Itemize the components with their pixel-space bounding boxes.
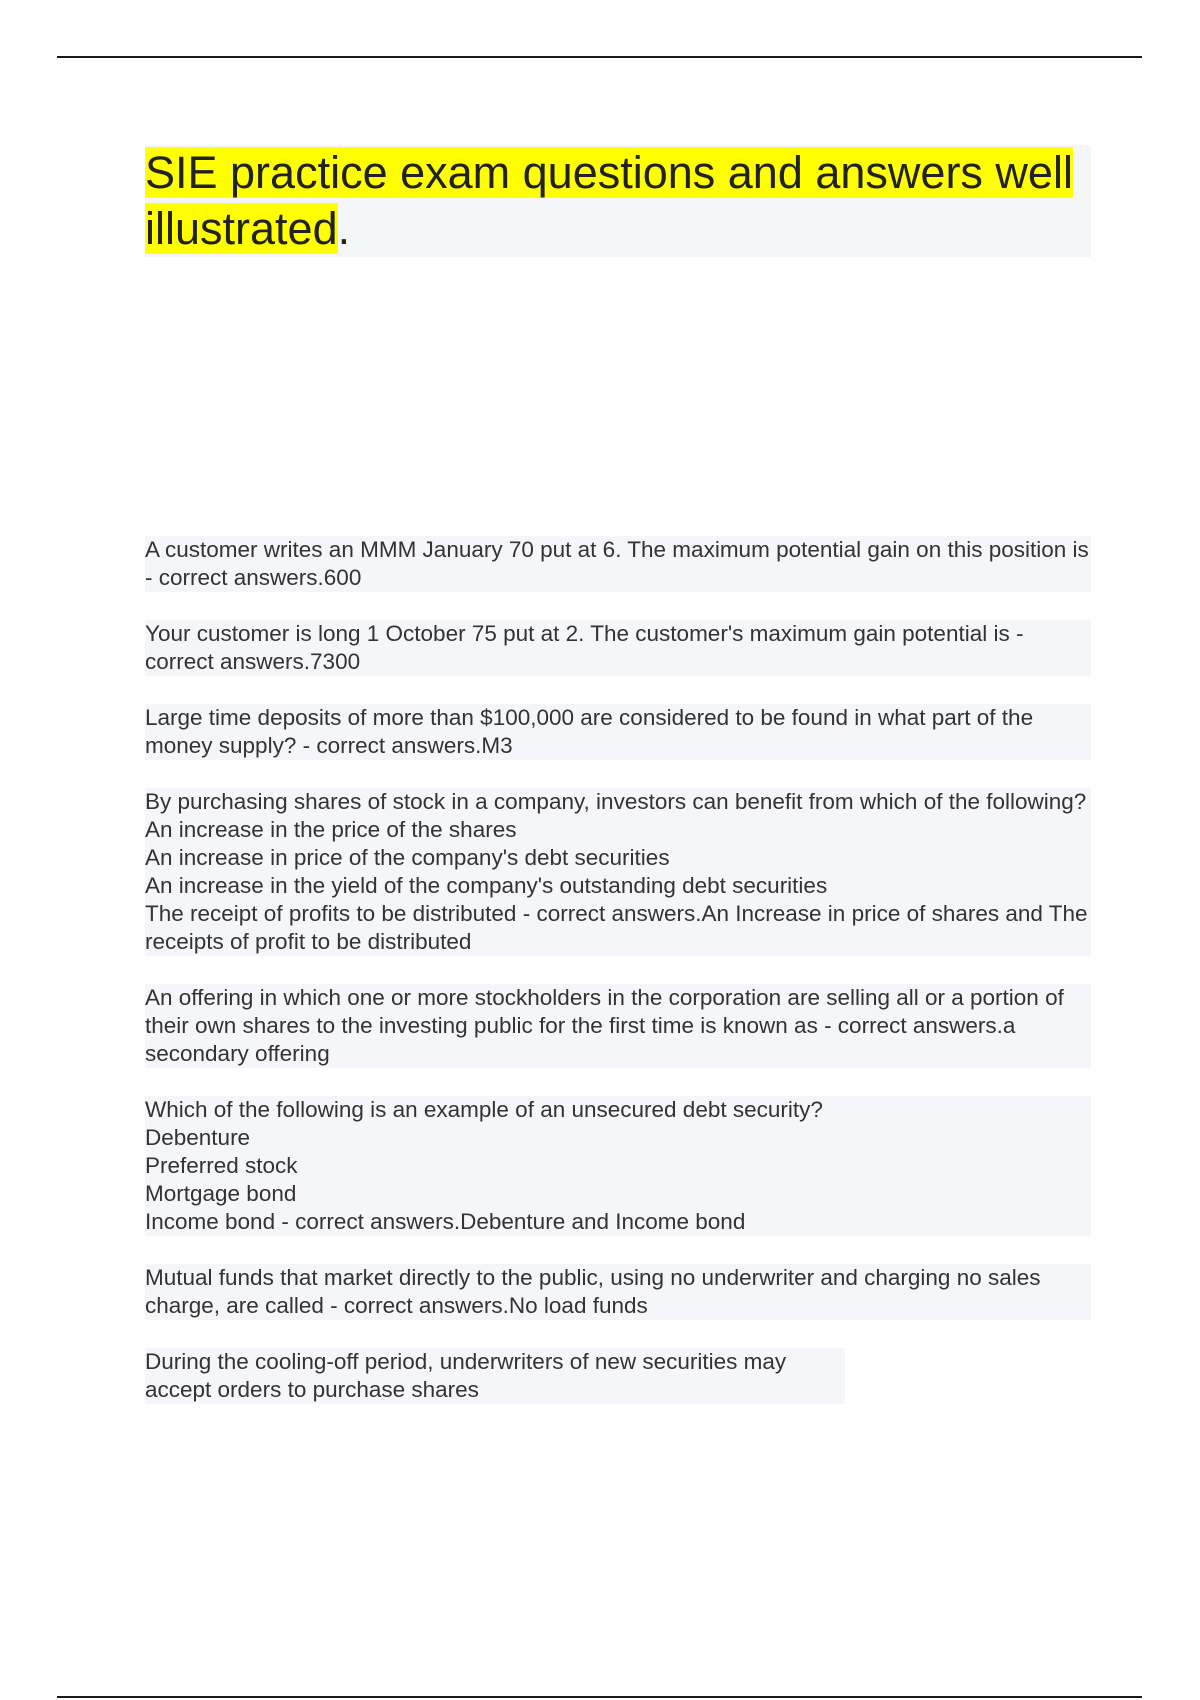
- title-highlight: SIE practice exam questions and answers well illustrated: [145, 147, 1073, 254]
- title-period: .: [337, 203, 351, 254]
- top-rule: [57, 56, 1142, 58]
- title-block: [145, 145, 1091, 257]
- qa-item: During the cooling-off period, underwriters of new securities may accept orders to purchase shares: [145, 1348, 845, 1404]
- qa-item: An offering in which one or more stockholders in the corporation are selling all or a portion of their own shares to the investing public for the first time is known as - correct answers.a secondary offering: [145, 984, 1091, 1068]
- qa-item: By purchasing shares of stock in a company, investors can benefit from which of the following? An increase in the price of the shares An increase in price of the company's debt securities An increase in the yield of the company's outstanding debt securities The receipt of profits to be distributed - correct answers.An Increase in price of shares and The receipts of profit to be distributed: [145, 788, 1091, 956]
- qa-item: Large time deposits of more than $100,000 are considered to be found in what part of the money supply? - correct answers.M3: [145, 704, 1091, 760]
- qa-item: Which of the following is an example of an unsecured debt security? Debenture Preferred stock Mortgage bond Income bond - correct answers.Debenture and Income bond: [145, 1096, 1091, 1236]
- qa-item: A customer writes an MMM January 70 put at 6. The maximum potential gain on this position is - correct answers.600: [145, 536, 1091, 592]
- bottom-rule: [57, 1696, 1142, 1698]
- document-title: [145, 145, 1091, 257]
- qa-item: Mutual funds that market directly to the public, using no underwriter and charging no sales charge, are called - correct answers.No load funds: [145, 1264, 1091, 1320]
- qa-list: [145, 536, 1091, 1432]
- qa-item: Your customer is long 1 October 75 put at 2. The customer's maximum gain potential is - correct answers.7300: [145, 620, 1091, 676]
